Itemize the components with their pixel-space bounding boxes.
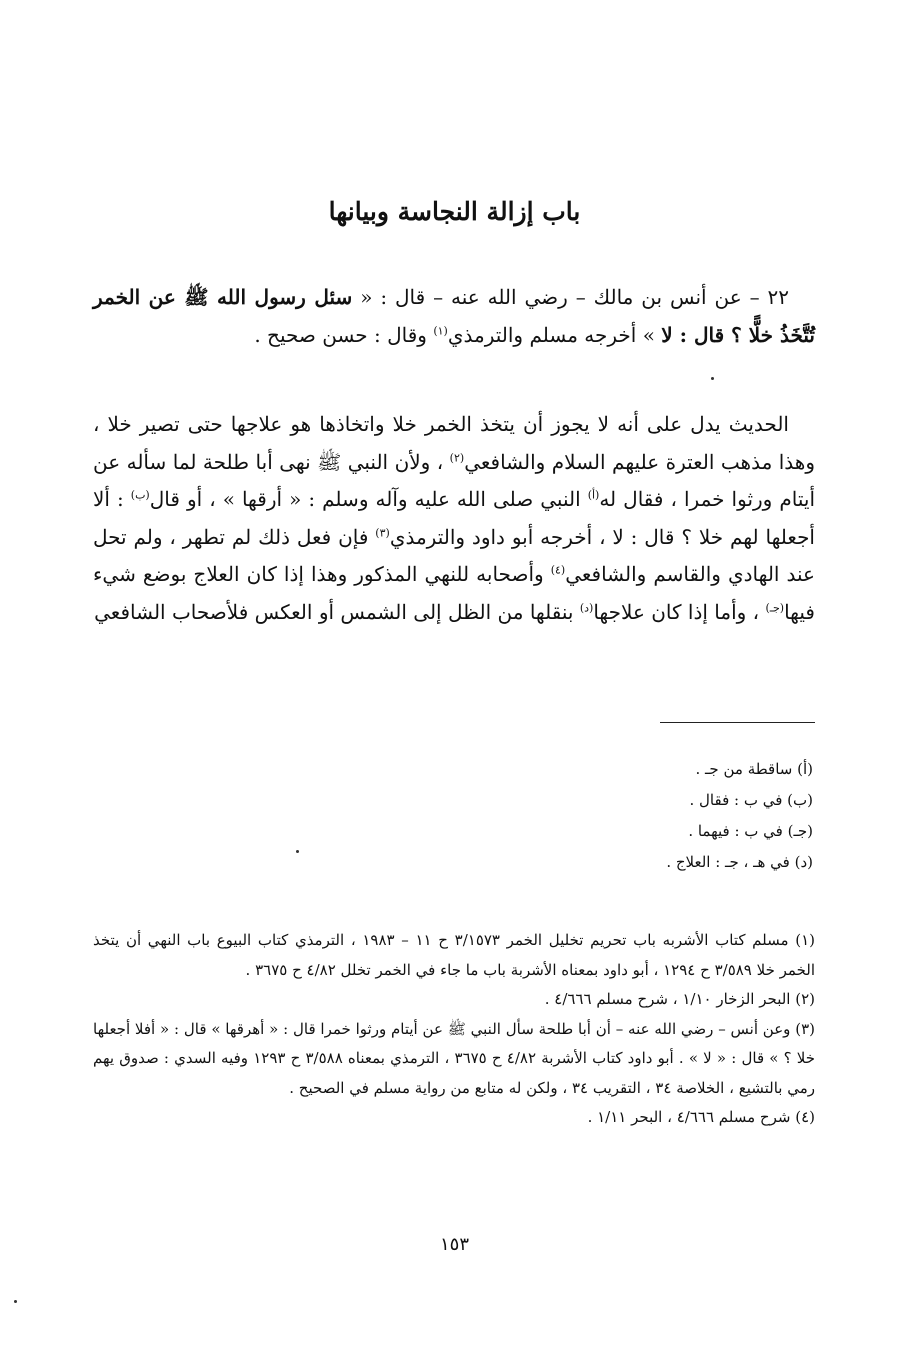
hadith-grade: وقال : حسن صحيح . [254,323,434,347]
commentary-part-h: بنقلها من الظل إلى الشمس أو العكس فلأصحاب الشافعي [94,599,580,624]
commentary-part-c: النبي صلى الله عليه وآله وسلم : « أرقها » ، أو قال [149,487,588,511]
footnotes [93,926,815,1133]
variant-ref-d[interactable]: (د) [579,600,594,614]
variant-notes [213,754,813,878]
ink-speck [14,1300,17,1303]
footnote-ref-1[interactable]: (١) [433,324,448,338]
variant-ref-b[interactable]: (ب) [130,488,150,502]
footnote: (٢) البحر الزخار ١/١٠ ، شرح مسلم ٤/٦٦٦ . [544,990,815,1008]
commentary-part-d: : ألا أجعلها لهم خلا ؟ قال : لا ، أخرجه أبو داود والترمذي [93,487,815,549]
commentary-part-a: الحديث يدل على أنه لا يجوز أن يتخذ الخمر خلا واتخاذها هو علاجها حتى تصير خلا ، وهذا مذهب العترة عليهم السلام والشافعي [93,412,815,474]
page-number: ١٥٣ [439,1234,469,1255]
footnote: (١) مسلم كتاب الأشربه باب تحريم تخليل الخمر ٣/١٥٧٣ ح ١١ – ١٩٨٣ ، الترمذي كتاب البيوع باب النهي أن يتخذ الخمر خلا ٣/٥٨٩ ح ١٢٩٤ ، أبو داود بمعناه الأشربة باب ما جاء في الخمر تخلل ٤/٨٢ ح ٣٦٧٥ . [93,931,815,979]
variant-ref-c[interactable]: (جـ) [765,600,785,614]
footnote: (٣) وعن أنس – رضي الله عنه – أن أبا طلحة سأل النبي ﷺ عن أيتام ورثوا خمرا قال : « أهرقها » قال : « أفلا أجعلها خلا ؟ » قال : « لا » . أبو داود كتاب الأشربة ٤/٨٢ ح ٣٦٧٥ ، الترمذي بمعناه ٣/٥٨٨ ح ١٢٩٣ وفيه السدي : صدوق يهم رمي بالتشيع ، الخلاصة ٣٤ ، التقريب ٣٤ ، ولكن له متابع من رواية مسلم في الصحيح . [93,1019,815,1097]
hadith-text [93,278,815,354]
commentary-part-e: فإن فعل ذلك لم تطهر ، ولم تحل عند الهادي والقاسم والشافعي [93,524,815,586]
hadith-narration: عن أنس بن مالك – رضي الله عنه – قال : « [352,285,742,309]
hadith-number: ٢٢ – [741,285,789,309]
footnote: (٤) شرح مسلم ٤/٦٦٦ ، البحر ١/١١ . [587,1108,815,1126]
hadith-matn: سئل رسول الله ﷺ عن الخمر تُتَّخَذُ خلًّا ؟ قال : لا [93,285,815,347]
variant-note: (ب) في ب : فقال . [689,791,813,809]
commentary-text [93,406,815,631]
commentary-part-g: ، وأما إذا كان علاجها [593,599,766,624]
footnote-ref-4[interactable]: (٤) [550,563,566,577]
hadith-source: » أخرجه مسلم والترمذي [447,323,662,347]
ink-speck [711,377,714,380]
ink-speck [296,850,299,853]
variant-ref-a[interactable]: (أ) [587,488,600,502]
chapter-title: باب إزالة النجاسة وبيانها [328,197,581,226]
commentary-part-f: وأصحابه للنهي المذكور وهذا إذا كان العلاج بوضع شيء فيها [93,562,815,624]
footnote-separator [660,722,815,723]
variant-note: (أ) ساقطة من جـ . [695,760,813,778]
commentary-part-b: ، ولأن النبي ﷺ نهى أبا طلحة لما سأله عن أيتام ورثوا خمرا ، فقال له [93,449,815,511]
footnote-ref-3[interactable]: (٣) [375,525,390,539]
variant-note: (د) في هـ ، جـ : العلاج . [666,853,813,871]
variant-note: (جـ) في ب : فيهما . [688,822,813,840]
footnote-ref-2[interactable]: (٢) [449,450,465,464]
